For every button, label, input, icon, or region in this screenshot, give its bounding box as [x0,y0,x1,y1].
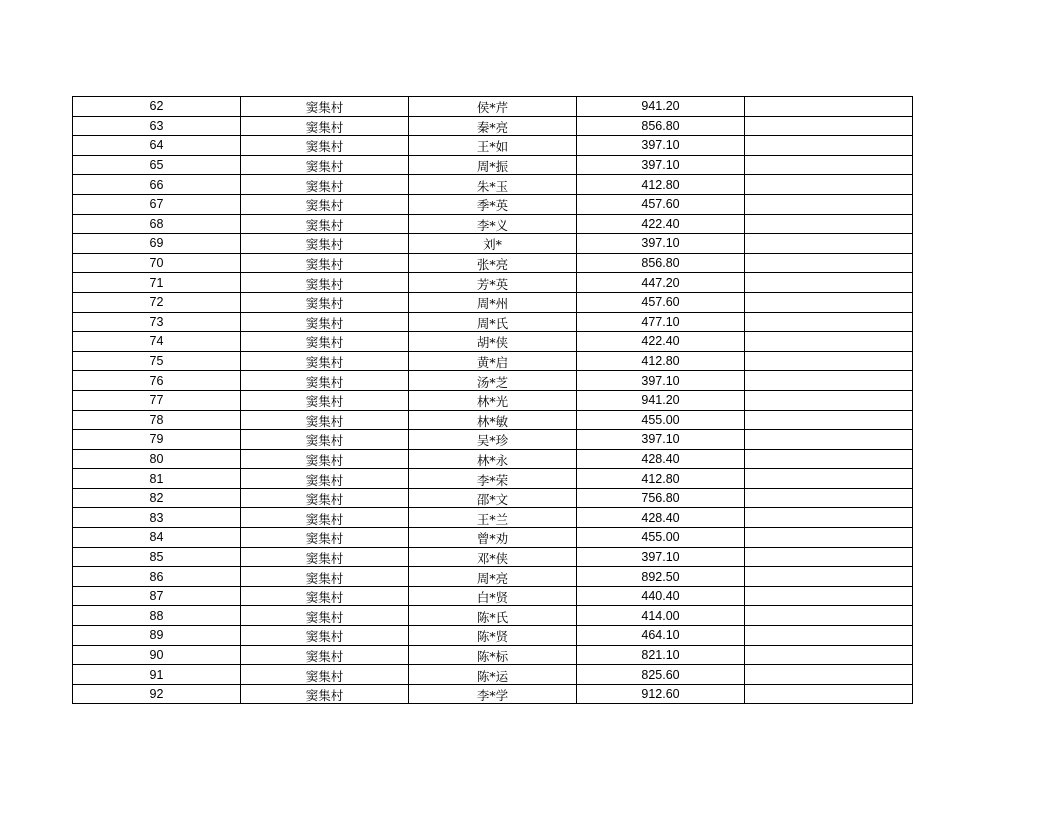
name-cell: 曾*劝 [409,528,577,548]
row-number-cell: 64 [73,136,241,156]
row-number-cell: 79 [73,430,241,450]
name-cell: 张*亮 [409,253,577,273]
name-cell: 李*义 [409,214,577,234]
name-cell: 李*荣 [409,469,577,489]
amount-cell: 397.10 [577,234,745,254]
name-cell: 邵*文 [409,488,577,508]
name-cell: 朱*玉 [409,175,577,195]
name-cell: 李*学 [409,684,577,704]
remark-cell [745,371,913,391]
village-cell: 窦集村 [241,292,409,312]
table-row [73,97,913,117]
village-cell: 窦集村 [241,155,409,175]
amount-cell: 397.10 [577,371,745,391]
remark-cell [745,469,913,489]
table-row [73,390,913,410]
amount-cell: 856.80 [577,116,745,136]
amount-cell: 412.80 [577,175,745,195]
remark-cell [745,665,913,685]
remark-cell [745,292,913,312]
remark-cell [745,567,913,587]
remark-cell [745,155,913,175]
table-row [73,410,913,430]
row-number-cell: 65 [73,155,241,175]
amount-cell: 412.80 [577,351,745,371]
row-number-cell: 81 [73,469,241,489]
remark-cell [745,449,913,469]
table-row [73,430,913,450]
table-row [73,214,913,234]
name-cell: 陈*标 [409,645,577,665]
remark-cell [745,410,913,430]
row-number-cell: 85 [73,547,241,567]
name-cell: 陈*运 [409,665,577,685]
amount-cell: 428.40 [577,508,745,528]
name-cell: 林*永 [409,449,577,469]
amount-cell: 825.60 [577,665,745,685]
amount-cell: 440.40 [577,586,745,606]
remark-cell [745,684,913,704]
table-row [73,273,913,293]
row-number-cell: 83 [73,508,241,528]
name-cell: 吴*珍 [409,430,577,450]
amount-cell: 455.00 [577,528,745,548]
village-cell: 窦集村 [241,312,409,332]
amount-cell: 422.40 [577,214,745,234]
row-number-cell: 77 [73,390,241,410]
village-cell: 窦集村 [241,351,409,371]
row-number-cell: 82 [73,488,241,508]
amount-cell: 412.80 [577,469,745,489]
remark-cell [745,528,913,548]
table-row [73,469,913,489]
row-number-cell: 63 [73,116,241,136]
name-cell: 周*氏 [409,312,577,332]
village-cell: 窦集村 [241,175,409,195]
table-row [73,586,913,606]
remark-cell [745,626,913,646]
village-cell: 窦集村 [241,332,409,352]
village-cell: 窦集村 [241,645,409,665]
village-cell: 窦集村 [241,390,409,410]
row-number-cell: 92 [73,684,241,704]
village-cell: 窦集村 [241,606,409,626]
village-cell: 窦集村 [241,410,409,430]
amount-cell: 457.60 [577,292,745,312]
village-cell: 窦集村 [241,508,409,528]
village-cell: 窦集村 [241,194,409,214]
row-number-cell: 91 [73,665,241,685]
remark-cell [745,194,913,214]
village-cell: 窦集村 [241,626,409,646]
remark-cell [745,273,913,293]
name-cell: 林*光 [409,390,577,410]
remark-cell [745,175,913,195]
amount-cell: 912.60 [577,684,745,704]
row-number-cell: 71 [73,273,241,293]
remark-cell [745,547,913,567]
remark-cell [745,214,913,234]
table-row [73,351,913,371]
row-number-cell: 68 [73,214,241,234]
name-cell: 王*如 [409,136,577,156]
table-row [73,312,913,332]
amount-cell: 397.10 [577,430,745,450]
village-cell: 窦集村 [241,116,409,136]
name-cell: 黄*启 [409,351,577,371]
table-row [73,606,913,626]
row-number-cell: 74 [73,332,241,352]
row-number-cell: 78 [73,410,241,430]
amount-cell: 414.00 [577,606,745,626]
village-cell: 窦集村 [241,547,409,567]
table-row [73,155,913,175]
remark-cell [745,390,913,410]
amount-cell: 397.10 [577,547,745,567]
remark-cell [745,586,913,606]
table-row [73,488,913,508]
row-number-cell: 66 [73,175,241,195]
name-cell: 芳*英 [409,273,577,293]
village-cell: 窦集村 [241,214,409,234]
row-number-cell: 72 [73,292,241,312]
name-cell: 秦*亮 [409,116,577,136]
remark-cell [745,136,913,156]
table-row [73,449,913,469]
row-number-cell: 62 [73,97,241,117]
table-row [73,234,913,254]
village-cell: 窦集村 [241,586,409,606]
table-row [73,292,913,312]
name-cell: 汤*芝 [409,371,577,391]
row-number-cell: 84 [73,528,241,548]
village-cell: 窦集村 [241,488,409,508]
row-number-cell: 69 [73,234,241,254]
name-cell: 季*英 [409,194,577,214]
amount-cell: 457.60 [577,194,745,214]
table-row [73,332,913,352]
remark-cell [745,430,913,450]
row-number-cell: 88 [73,606,241,626]
table-row [73,508,913,528]
village-cell: 窦集村 [241,97,409,117]
village-cell: 窦集村 [241,684,409,704]
row-number-cell: 80 [73,449,241,469]
amount-cell: 464.10 [577,626,745,646]
amount-cell: 397.10 [577,155,745,175]
row-number-cell: 90 [73,645,241,665]
table-body [73,97,913,704]
table-row [73,194,913,214]
name-cell: 周*州 [409,292,577,312]
row-number-cell: 70 [73,253,241,273]
remark-cell [745,312,913,332]
village-cell: 窦集村 [241,528,409,548]
table-row [73,175,913,195]
amount-cell: 756.80 [577,488,745,508]
remark-cell [745,253,913,273]
table-row [73,645,913,665]
name-cell: 林*敏 [409,410,577,430]
amount-cell: 428.40 [577,449,745,469]
table-row [73,371,913,391]
table-row [73,253,913,273]
village-cell: 窦集村 [241,273,409,293]
remark-cell [745,606,913,626]
village-cell: 窦集村 [241,234,409,254]
amount-cell: 856.80 [577,253,745,273]
amount-cell: 477.10 [577,312,745,332]
table-row [73,684,913,704]
amount-cell: 892.50 [577,567,745,587]
table-row [73,116,913,136]
name-cell: 陈*氏 [409,606,577,626]
table-row [73,547,913,567]
name-cell: 王*兰 [409,508,577,528]
table-row [73,136,913,156]
name-cell: 邓*侠 [409,547,577,567]
village-cell: 窦集村 [241,136,409,156]
village-cell: 窦集村 [241,371,409,391]
village-cell: 窦集村 [241,469,409,489]
remark-cell [745,488,913,508]
amount-cell: 455.00 [577,410,745,430]
remark-cell [745,234,913,254]
remark-cell [745,97,913,117]
table-row [73,665,913,685]
row-number-cell: 86 [73,567,241,587]
name-cell: 胡*侠 [409,332,577,352]
amount-cell: 941.20 [577,97,745,117]
amount-cell: 447.20 [577,273,745,293]
remark-cell [745,351,913,371]
row-number-cell: 87 [73,586,241,606]
row-number-cell: 76 [73,371,241,391]
row-number-cell: 73 [73,312,241,332]
name-cell: 陈*贤 [409,626,577,646]
amount-cell: 821.10 [577,645,745,665]
remark-cell [745,508,913,528]
village-cell: 窦集村 [241,567,409,587]
row-number-cell: 67 [73,194,241,214]
amount-cell: 422.40 [577,332,745,352]
amount-cell: 941.20 [577,390,745,410]
name-cell: 周*振 [409,155,577,175]
village-cell: 窦集村 [241,449,409,469]
data-table [72,96,913,704]
remark-cell [745,332,913,352]
table-row [73,567,913,587]
name-cell: 白*贤 [409,586,577,606]
remark-cell [745,645,913,665]
table-row [73,626,913,646]
row-number-cell: 75 [73,351,241,371]
name-cell: 侯*芹 [409,97,577,117]
remark-cell [745,116,913,136]
row-number-cell: 89 [73,626,241,646]
village-cell: 窦集村 [241,665,409,685]
name-cell: 周*亮 [409,567,577,587]
name-cell: 刘* [409,234,577,254]
amount-cell: 397.10 [577,136,745,156]
table-row [73,528,913,548]
village-cell: 窦集村 [241,430,409,450]
village-cell: 窦集村 [241,253,409,273]
